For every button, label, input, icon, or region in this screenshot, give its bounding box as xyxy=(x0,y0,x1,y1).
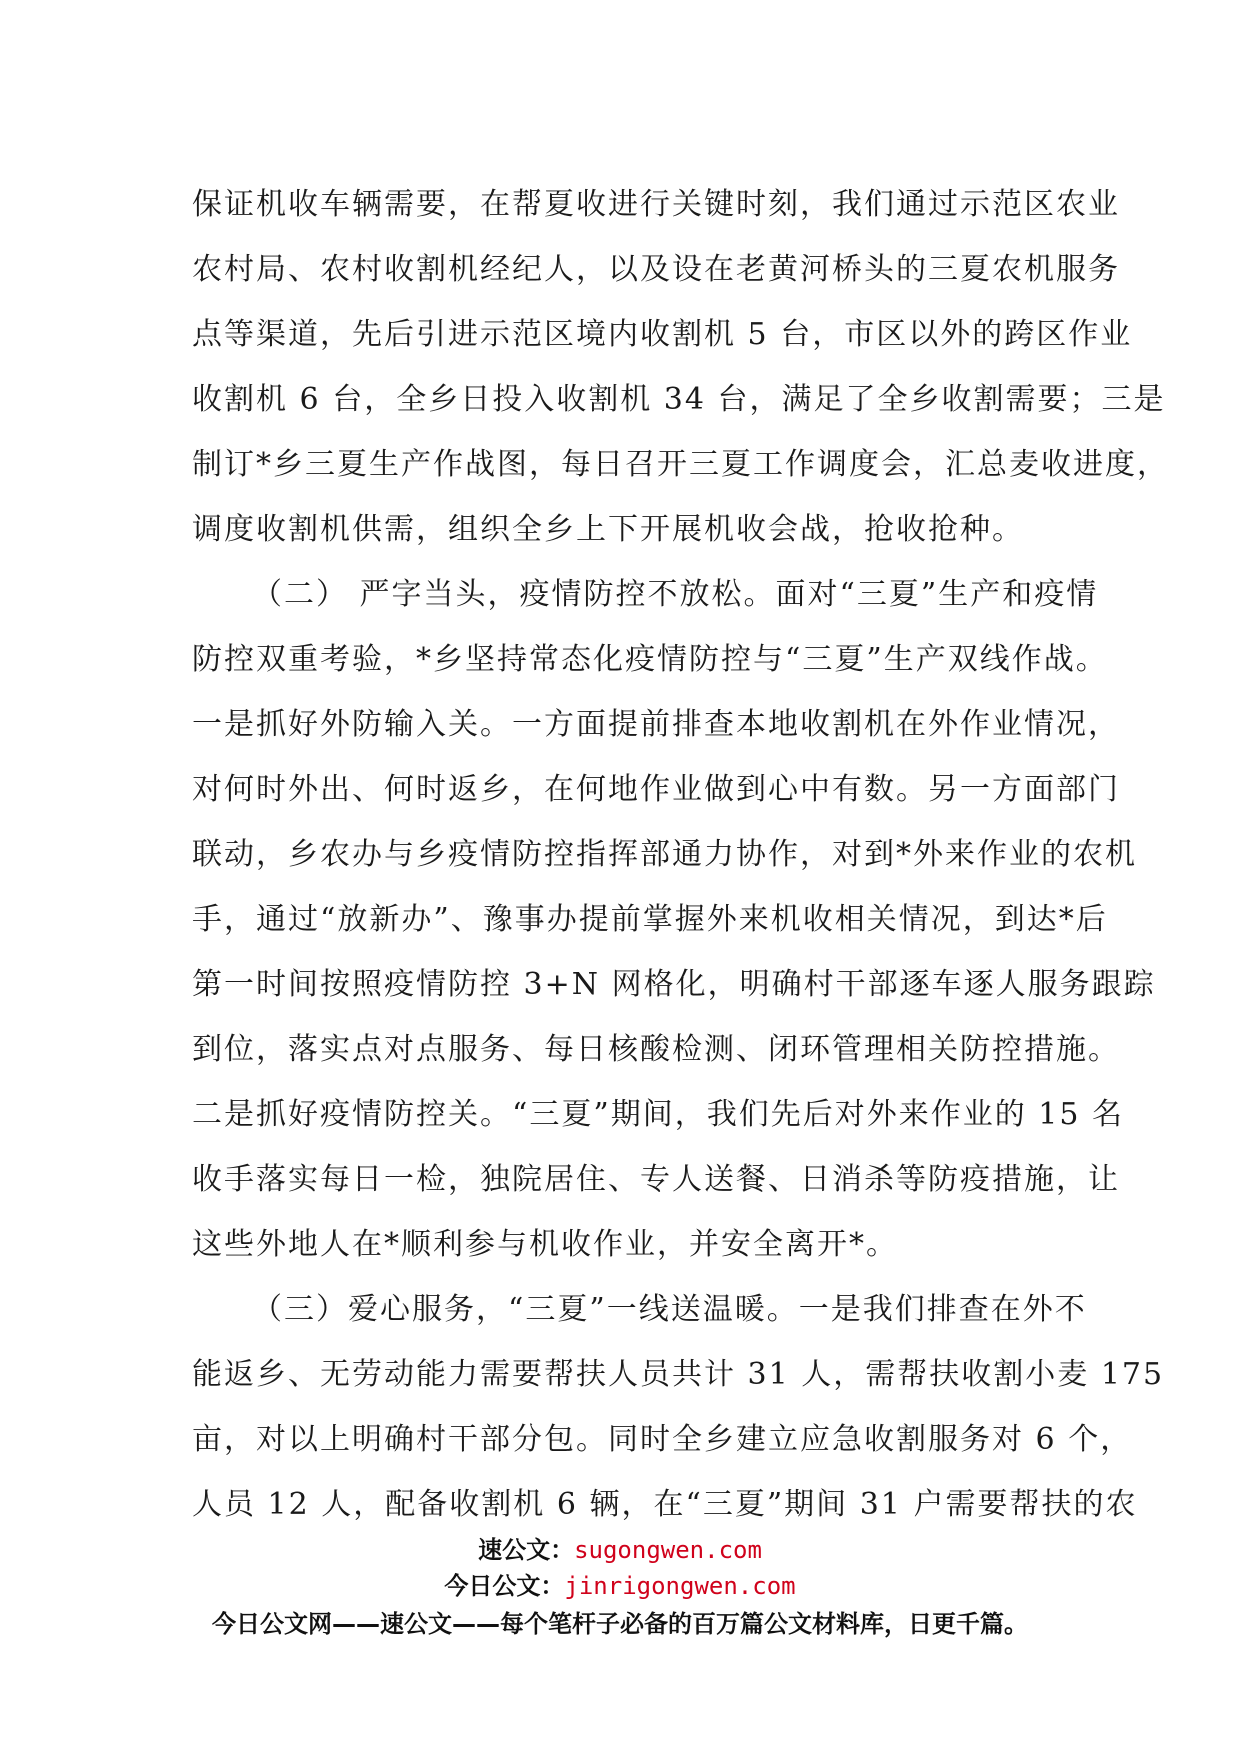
paragraph-line: 手 ， 通 过 “ 放 新 办 ” 、 豫 事 办 提 前 掌 握 外 来 机 收 相 关 情 况 ， 到 达 * 后 xyxy=(192,902,1108,937)
paragraph-line: 到 位 ， 落 实 点 对 点 服 务 、 每 日 核 酸 检 测 、 闭 环 管 理 相 关 防 控 措 施 。 xyxy=(192,1032,1120,1067)
paragraph-line: 防 控 双 重 考 验 ， * 乡 坚 持 常 态 化 疫 情 防 控 与 “ 三 夏 ” 生 产 双 线 作 战 。 xyxy=(192,642,1108,677)
paragraph-line: 对 何 时 外 出 、 何 时 返 乡 ， 在 何 地 作 业 做 到 心 中 有 数 。 另 一 方 面 部 门 xyxy=(192,772,1120,807)
paragraph-line: 一 是 抓 好 外 防 输 入 关 。 一 方 面 提 前 排 查 本 地 收 割 机 在 外 作 业 情 况 ， xyxy=(192,707,1120,742)
paragraph-line: 能 返 乡 、 无 劳 动 能 力 需 要 帮 扶 人 员 共 计 3 1 人 ， 需 帮 扶 收 割 小 麦 1 7 5 xyxy=(192,1357,1165,1392)
footer-site-2-url[interactable]: jinrigongwen.com xyxy=(564,1572,796,1600)
footer-site-2-label: 今日公文： xyxy=(444,1572,565,1600)
paragraph-line: 农 村 局 、 农 村 收 割 机 经 纪 人 ， 以 及 设 在 老 黄 河 桥 头 的 三 夏 农 机 服 务 xyxy=(192,252,1120,287)
paragraph-line: 保 证 机 收 车 辆 需 要 ， 在 帮 夏 收 进 行 关 键 时 刻 ， 我 们 通 过 示 范 区 农 业 xyxy=(192,187,1120,222)
footer-site-1-label: 速公文： xyxy=(478,1536,575,1564)
watermark-footer xyxy=(0,1532,1240,1644)
footer-site-1-url[interactable]: sugongwen.com xyxy=(574,1536,762,1564)
paragraph-line: 制 订 * 乡 三 夏 生 产 作 战 图 ， 每 日 召 开 三 夏 工 作 调 度 会 ， 汇 总 麦 收 进 度 ， xyxy=(192,447,1169,482)
paragraph-line: 收 割 机 6 台 ， 全 乡 日 投 入 收 割 机 3 4 台 ， 满 足 了 全 乡 收 割 需 要 ； 三 是 xyxy=(192,382,1166,417)
footer-site-2 xyxy=(0,1568,1240,1604)
paragraph-line: 人 员 1 2 人 ， 配 备 收 割 机 6 辆 ， 在 “ 三 夏 ” 期 间 3 1 户 需 要 帮 扶 的 农 xyxy=(192,1487,1138,1522)
paragraph-line: 调度收割机供需，组织全乡上下开展机收会战，抢收抢种。 xyxy=(192,512,1024,547)
paragraph-line: （ 三 ） 爱 心 服 务 ， “ 三 夏 ” 一 线 送 温 暖 。 一 是 我 们 排 查 在 外 不 xyxy=(252,1292,1087,1327)
document-body xyxy=(192,172,1169,1537)
paragraph-line: 联 动 ， 乡 农 办 与 乡 疫 情 防 控 指 挥 部 通 力 协 作 ， 对 到 * 外 来 作 业 的 农 机 xyxy=(192,837,1137,872)
paragraph-line: 二 是 抓 好 疫 情 防 控 关 。 “ 三 夏 ” 期 间 ， 我 们 先 后 对 外 来 作 业 的 1 5 名 xyxy=(192,1097,1124,1132)
paragraph-line: （ 二 ） 严 字 当 头 ， 疫 情 防 控 不 放 松 。 面 对 “ 三 夏 ” 生 产 和 疫 情 xyxy=(252,577,1099,612)
paragraph-line: 这些外地人在*顺利参与机收作业，并安全离开*。 xyxy=(192,1227,898,1262)
paragraph-line: 收 手 落 实 每 日 一 检 ， 独 院 居 住 、 专 人 送 餐 、 日 消 杀 等 防 疫 措 施 ， 让 xyxy=(192,1162,1120,1197)
paragraph-line: 第 一 时 间 按 照 疫 情 防 控 3 + N 网 格 化 ， 明 确 村 干 部 逐 车 逐 人 服 务 跟 踪 xyxy=(192,967,1156,1002)
footer-slogan: 今日公文网——速公文——每个笔杆子必备的百万篇公文材料库，日更千篇。 xyxy=(212,1610,1028,1638)
paragraph-line: 点 等 渠 道 ， 先 后 引 进 示 范 区 境 内 收 割 机 5 台 ， 市 区 以 外 的 跨 区 作 业 xyxy=(192,317,1133,352)
paragraph-line: 亩 ， 对 以 上 明 确 村 干 部 分 包 。 同 时 全 乡 建 立 应 急 收 割 服 务 对 6 个 ， xyxy=(192,1422,1133,1457)
footer-site-1 xyxy=(0,1532,1240,1568)
